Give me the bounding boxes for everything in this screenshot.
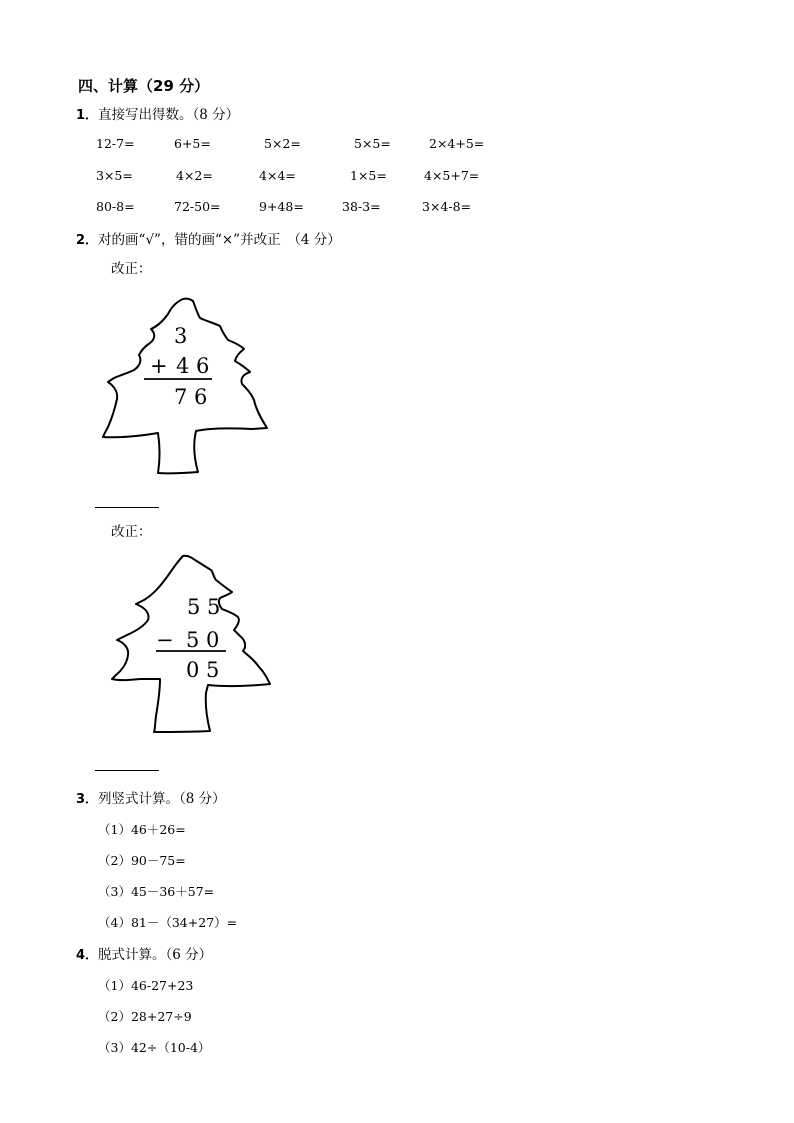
- section-title: 四、计算（29 分）: [78, 77, 210, 95]
- operator-plus: +: [150, 354, 168, 378]
- stepwise-calc-item: （2）28+27÷9: [98, 1009, 192, 1024]
- question-text: 对的画“√”，错的画“×”并改正 （4 分）: [98, 232, 341, 248]
- math-item: 72-50=: [174, 199, 221, 214]
- math-item: 3×4-8=: [422, 199, 472, 214]
- question-number: 4．: [76, 948, 99, 963]
- question-4-heading: [76, 943, 212, 963]
- question-number: 3．: [76, 792, 99, 807]
- vertical-calc-item: （2）90－75=: [98, 853, 186, 868]
- math-item: 38-3=: [342, 199, 381, 214]
- question-3-heading: [76, 787, 226, 807]
- math-item: 5×2=: [264, 136, 301, 151]
- math-item: 12-7=: [96, 136, 135, 151]
- math-item: 4×2=: [176, 168, 213, 183]
- stepwise-calc-item: （3）42÷（10-4）: [98, 1040, 211, 1055]
- result-number: 7 6: [174, 385, 208, 409]
- vertical-calc-item: （1）46＋26=: [98, 822, 186, 837]
- vertical-calc-item: （4）81－（34+27）=: [98, 915, 238, 930]
- math-item: 3×5=: [96, 168, 133, 183]
- math-item: 4×4=: [259, 168, 296, 183]
- vertical-calc-item: （3）45－36＋57=: [98, 884, 215, 899]
- bottom-number: 5 0: [186, 628, 220, 652]
- top-number: 5 5: [187, 595, 221, 619]
- bottom-number: 4 6: [176, 354, 210, 378]
- math-item: 9+48=: [259, 199, 304, 214]
- math-item: 5×5=: [354, 136, 391, 151]
- question-number: 1．: [76, 108, 99, 123]
- top-number: 3: [174, 324, 188, 348]
- result-number: 0 5: [186, 658, 220, 682]
- math-item: 6+5=: [174, 136, 211, 151]
- stepwise-calc-item: （1）46-27+23: [98, 978, 194, 993]
- math-item: 80-8=: [96, 199, 135, 214]
- question-text: 脱式计算。（6 分）: [98, 947, 213, 963]
- math-item: 1×5=: [350, 168, 387, 183]
- correction-label: 改正：: [111, 524, 152, 540]
- correction-label: 改正：: [111, 261, 152, 277]
- math-item: 4×5+7=: [424, 168, 480, 183]
- operator-minus: −: [156, 628, 174, 652]
- math-item: 2×4+5=: [429, 136, 485, 151]
- question-number: 2．: [76, 233, 99, 248]
- question-text: 直接写出得数。（8 分）: [98, 107, 240, 123]
- answer-blank-2[interactable]: [95, 770, 159, 771]
- question-text: 列竖式计算。（8 分）: [98, 791, 226, 807]
